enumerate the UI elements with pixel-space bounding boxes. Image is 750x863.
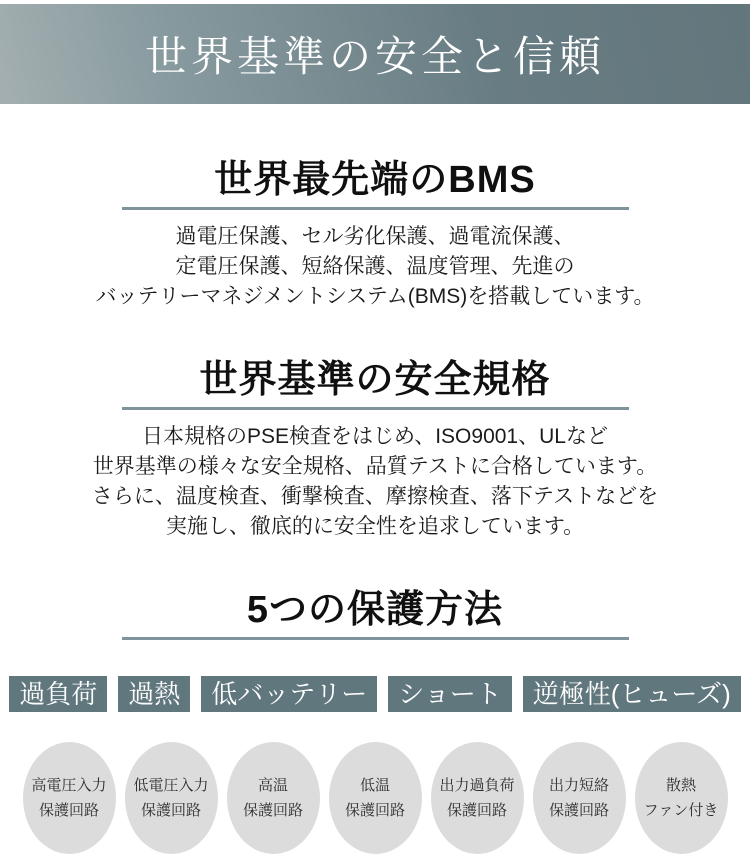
circle-line-bottom: 保護回路 — [140, 802, 201, 819]
heading-underline — [122, 207, 629, 210]
section-heading-protection-methods: 5つの保護方法 — [246, 589, 504, 631]
body-line: さらに、温度検査、衝撃検査、摩擦検査、落下テストなどを — [91, 485, 659, 508]
body-line: 過電圧保護、セル劣化保護、過電流保護、 — [175, 225, 575, 248]
body-line: 定電圧保護、短絡保護、温度管理、先進の — [175, 255, 575, 278]
protection-circle-output-short — [533, 742, 626, 854]
protection-circle-cooling-fan — [635, 742, 728, 854]
protection-label-overheat: 過熱 — [118, 676, 190, 712]
body-line: 日本規格のPSE検査をはじめ、ISO9001、ULなど — [142, 425, 608, 448]
protection-circle-low-temperature — [329, 742, 422, 854]
circle-line-top: 散熱 — [665, 777, 696, 794]
circle-line-bottom: 保護回路 — [548, 802, 609, 819]
banner-title: 世界基準の安全と信頼 — [144, 33, 605, 80]
protection-label-short-circuit: ショート — [388, 676, 511, 712]
circle-line-top: 出力過負荷 — [439, 777, 515, 794]
section-bms — [0, 158, 750, 312]
section-heading-bms: 世界最先端のBMS — [214, 159, 536, 201]
body-line: バッテリーマネジメントシステム(BMS)を搭載しています。 — [95, 285, 655, 308]
circle-line-bottom: ファン付き — [643, 802, 719, 819]
circle-line-top: 出力短絡 — [548, 777, 609, 794]
circle-line-top: 低温 — [359, 777, 390, 794]
circle-line-bottom: 保護回路 — [38, 802, 99, 819]
body-line: 実施し、徹底的に安全性を追求しています。 — [165, 515, 585, 538]
body-line: 世界基準の様々な安全規格、品質テストに合格しています。 — [92, 455, 658, 478]
protection-circle-high-temperature — [227, 742, 320, 854]
heading-underline — [122, 407, 629, 410]
header-banner — [0, 4, 750, 104]
protection-circle-low-voltage-input — [125, 742, 218, 854]
protection-label-low-battery: 低バッテリー — [201, 676, 377, 712]
protection-circles-row — [0, 742, 750, 854]
section-body-bms — [0, 222, 750, 312]
section-safety-standards — [0, 358, 750, 542]
protection-label-overload: 過負荷 — [9, 676, 107, 712]
protection-label-reverse-polarity: 逆極性(ヒューズ) — [523, 676, 741, 712]
circle-line-bottom: 保護回路 — [446, 802, 507, 819]
protection-circle-high-voltage-input — [23, 742, 116, 854]
circle-line-top: 高温 — [257, 777, 288, 794]
circle-line-top: 低電圧入力 — [133, 777, 209, 794]
section-protection-methods — [0, 588, 750, 854]
protection-labels-row — [0, 676, 750, 712]
section-heading-safety-standards: 世界基準の安全規格 — [199, 359, 551, 401]
protection-circle-output-overload — [431, 742, 524, 854]
heading-underline — [122, 637, 629, 640]
circle-line-bottom: 保護回路 — [242, 802, 303, 819]
circle-line-bottom: 保護回路 — [344, 802, 405, 819]
circle-line-top: 高電圧入力 — [31, 777, 107, 794]
section-body-safety-standards — [0, 422, 750, 542]
